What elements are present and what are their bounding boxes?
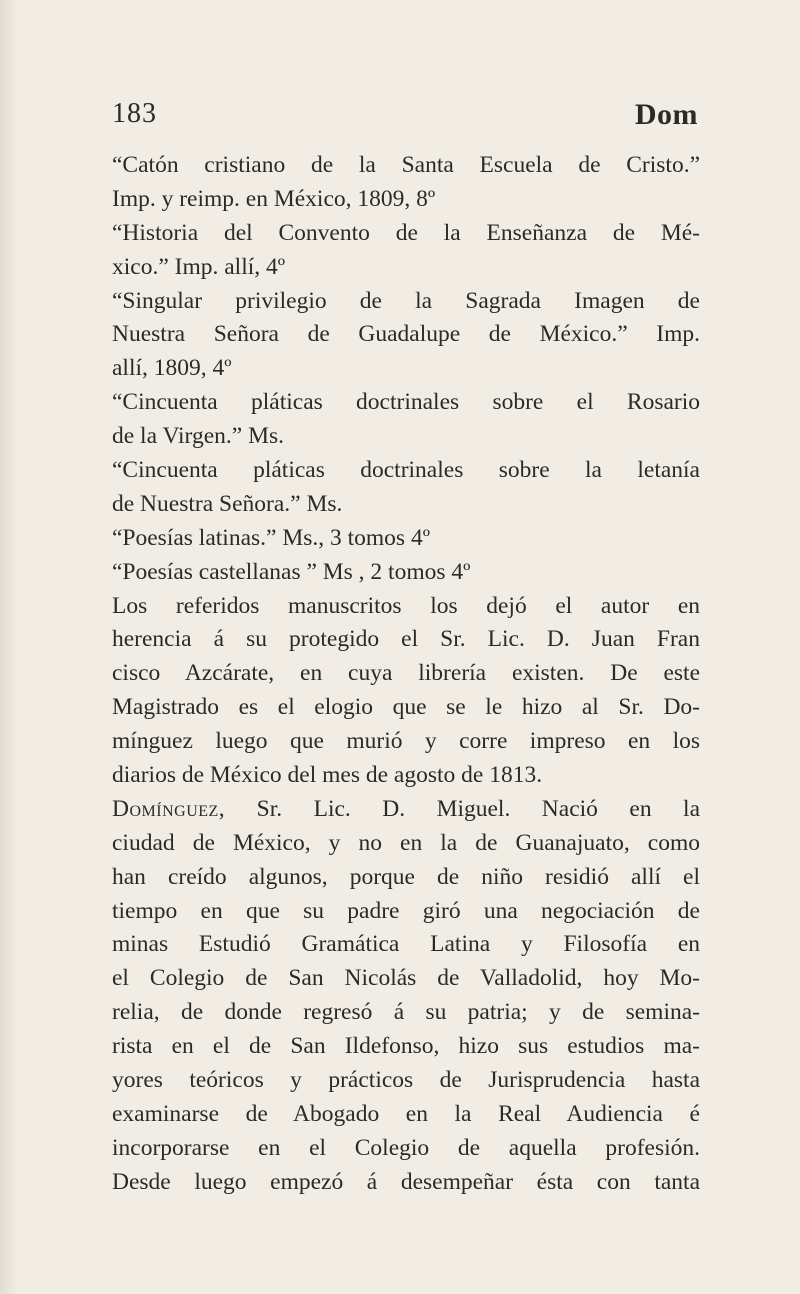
text-line: “Cincuenta pláticas doctrinales sobre la letanía — [112, 457, 700, 484]
text-line: xico.” Imp. allí, 4º — [112, 253, 286, 280]
text-line: tiempo en que su padre giró una negociación de — [112, 897, 700, 924]
text-line: Los referidos manuscritos los dejó el autor en — [112, 592, 700, 619]
text-line: “Poesías latinas.” Ms., 3 tomos 4º — [112, 524, 430, 551]
entry-line — [112, 793, 700, 827]
text-line: “Poesías castellanas ” Ms , 2 tomos 4º — [112, 558, 471, 585]
page-header — [112, 98, 698, 138]
text-line: relia, de donde regresó á su patria; y de semina- — [112, 999, 700, 1026]
text-line: ciudad de México, y no en la de Guanajuato, como — [112, 829, 700, 856]
text-line: “Singular privilegio de la Sagrada Imagen de — [112, 287, 700, 314]
text-line: diarios de México del mes de agosto de 1813. — [112, 762, 543, 789]
text-line: cisco Azcárate, en cuya librería existen. De este — [112, 660, 700, 687]
text-line: herencia á su protegido el Sr. Lic. D. Juan Fran — [112, 626, 700, 653]
text-line: han creído algunos, porque de niño residió allí el — [112, 863, 700, 890]
running-head: Dom — [634, 98, 698, 131]
text-line: “Historia del Convento de la Enseñanza de Mé- — [112, 219, 700, 246]
text-line: mínguez luego que murió y corre impreso en los — [112, 728, 700, 755]
text-line: rista en el de San Ildefonso, hizo sus estudios ma- — [112, 1033, 700, 1060]
text-line: Magistrado es el elogio que se le hizo al Sr. Do- — [112, 694, 700, 721]
text-line: “Catón cristiano de la Santa Escuela de Cristo.” — [112, 152, 700, 178]
page-edge-shadow — [0, 0, 18, 1294]
entry-line-rest: Sr. Lic. D. Miguel. Nació en la — [256, 795, 701, 822]
text-line: el Colegio de San Nicolás de Valladolid, hoy Mo- — [112, 965, 700, 992]
page-number: 183 — [112, 98, 157, 129]
body-text — [112, 149, 700, 1200]
text-line: minas Estudió Gramática Latina y Filosofía en — [112, 931, 700, 958]
text-line: examinarse de Abogado en la Real Audiencia é — [112, 1100, 700, 1127]
text-line: “Cincuenta pláticas doctrinales sobre el Rosario — [112, 389, 700, 416]
text-line: allí, 1809, 4º — [112, 355, 232, 382]
text-line: Imp. y reimp. en México, 1809, 8º — [112, 185, 436, 212]
text-line: Nuestra Señora de Guadalupe de México.” Imp. — [112, 321, 700, 348]
text-line: de Nuestra Señora.” Ms. — [112, 490, 343, 517]
text-line: yores teóricos y prácticos de Jurisprudencia hasta — [112, 1067, 700, 1094]
text-line: de la Virgen.” Ms. — [112, 423, 284, 450]
text-line: Desde luego empezó á desempeñar ésta con tanta — [112, 1168, 700, 1195]
text-line: incorporarse en el Colegio de aquella profesión. — [112, 1134, 700, 1161]
entry-head: Domínguez, — [112, 795, 226, 822]
